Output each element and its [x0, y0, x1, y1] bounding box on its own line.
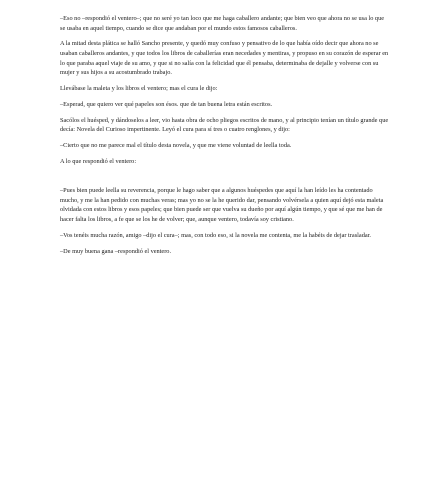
paragraph: –De muy buena gana –respondió el ventero.	[60, 247, 172, 255]
paragraph: A lo que respondió el ventero:	[60, 157, 137, 165]
paragraph: –Pues bien puede leella su reverencia, porque le hago saber que a algunos huéspedes que aquí la han leído les ha contentado mucho, y me la han pedido con muchas veras; mas yo no se la he querido dar, pensando volvérsela a quien aquí dejó esta maleta olvidada con estos libros y esos papeles; que bien puede ser que vuelva su dueño por aquí algún tiempo, y que sé que me han de hacer falta los libros, a fe que se los he de volver; que, aunque ventero, todavía soy cristiano.	[60, 187, 384, 224]
document-page	[60, 14, 390, 262]
paragraph: Llevábase la maleta y los libros el ventero; mas el cura le dijo:	[60, 84, 218, 92]
paragraph: –Esperad, que quiero ver qué papeles son ésos. que de tan buena letra están escritos.	[60, 100, 273, 108]
paragraph: A la mitad desta plática se halló Sancho presente, y quedó muy confuso y pensativo de lo que había oído decir que ahora no se usaban caballeros andantes, y que todos los libros de caballerías eran necedades y mentiras, y propuso en su corazón de esperar en lo que paraba aquel viaje de su amo, y que si no salía con la felicidad que él pensaba, determinaba de dejalle y volverse con su mujer y sus hijos a su acostumbrado trabajo.	[60, 40, 389, 77]
paragraph: –Vos tenéis mucha razón, amigo –dijo el cura–; mas, con todo eso, si la novela me contenta, me la habéis de dejar trasladar.	[60, 231, 371, 239]
paragraph: –Cierto que no me parece mal el título desta novela, y que me viene voluntad de leella toda.	[60, 141, 292, 149]
paragraph: Sacólos el huésped, y dándoselos a leer, vio hasta obra de ocho pliegos escritos de mano, y al principio tenían un título grande que decía: Novela del Curioso impertinente. Leyó el cura para sí tres o cuatro renglones, y dijo:	[60, 116, 389, 134]
paragraph: –Eso no –respondió el ventero–; que no seré yo tan loco que me haga caballero andante; que bien veo que ahora no se usa lo que se usaba en aquel tiempo, cuando se dice que andaban por el mundo estos famosos caballeros.	[60, 15, 385, 32]
